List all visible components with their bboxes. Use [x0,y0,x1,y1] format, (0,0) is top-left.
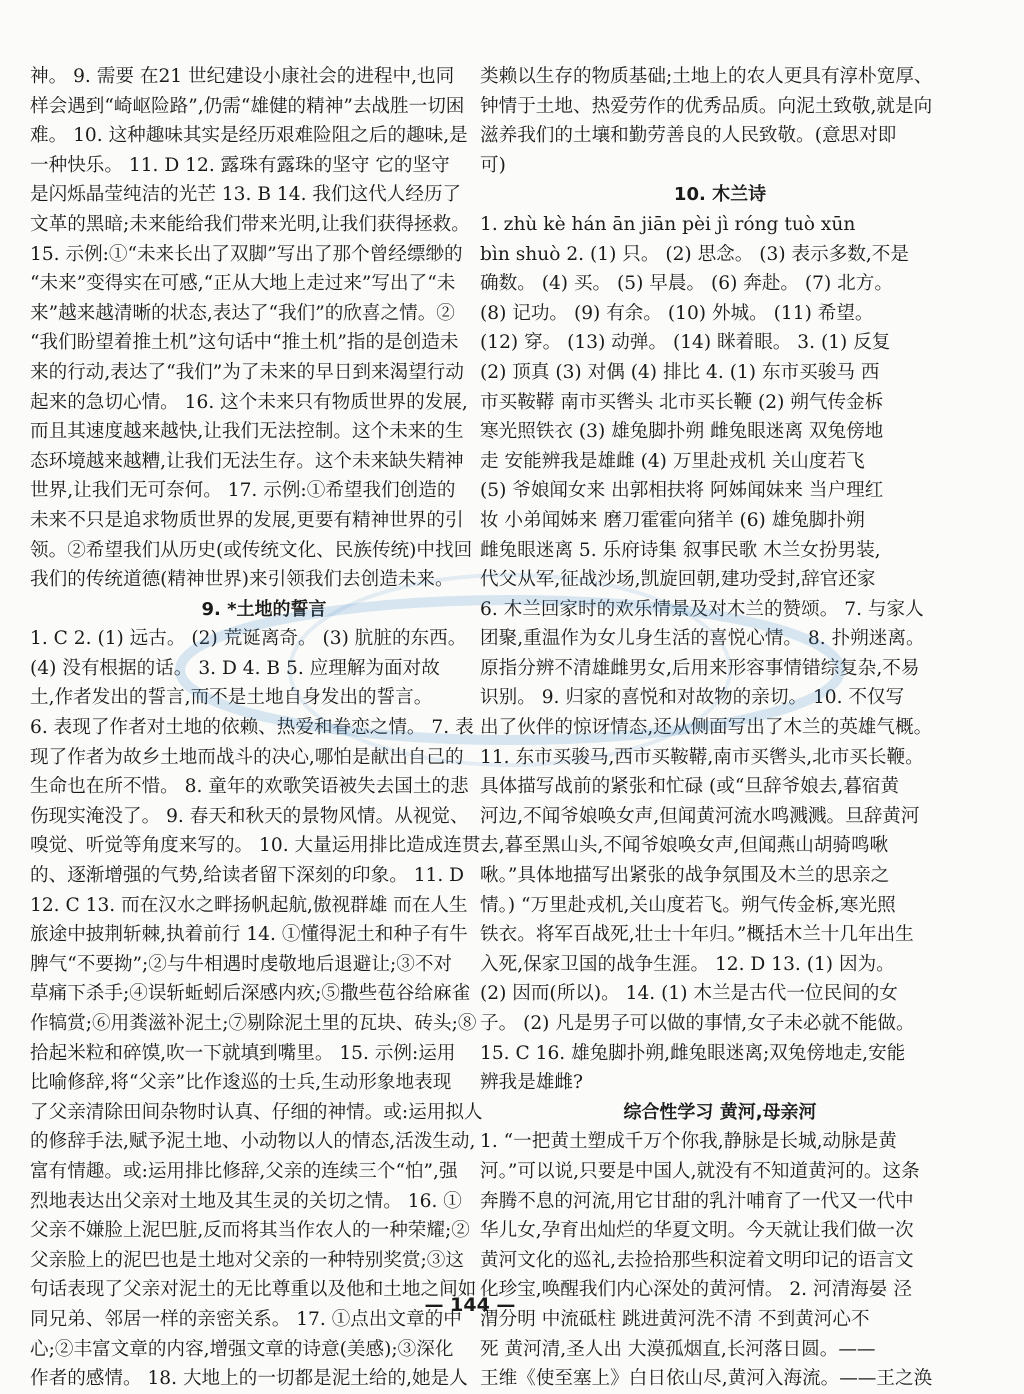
text-line: (5) 爷娘闻女来 出郭相扶将 阿姊闻妹来 当户理红 [480,480,884,502]
text-line: 化珍宝,唤醒我们内心深处的黄河情。 2. 河清海晏 泾 [480,1279,912,1301]
text-line: 渭分明 中流砥柱 跳进黄河洗不清 不到黄河心不 [480,1308,870,1330]
text-line: 我们的传统道德(精神世界)来引领我们去创造未来。 [30,569,454,591]
text-line: 现了作者为故乡土地而战斗的决心,哪怕是献出自己的 [30,746,464,768]
text-line: 出了伙伴的惊讶情态,还从侧面写出了木兰的英雄气概。 [480,717,933,739]
text-line: 一种快乐。 11. D 12. 露珠有露珠的坚守 它的坚守 [30,154,450,176]
text-line: 文革的黑暗;未来能给我们带来光明,让我们获得拯救。 [30,213,470,235]
text-line: 1. zhù kè hán ān jiān pèi jì róng tuò xūn [480,213,856,235]
text-line: (12) 穿。 (13) 动弹。 (14) 眯着眼。 3. (1) 反复 [480,332,891,354]
text-line: 具体描写战前的紧张和忙碌 (或“旦辞爷娘去,暮宿黄 [480,776,900,798]
text-line: 啾。”具体地描写出紧张的战争氛围及木兰的思亲之 [480,865,890,887]
left-column [30,62,498,1394]
text-line: 河边,不闻爷娘唤女声,但闻黄河流水鸣溅溅。旦辞黄河 [480,805,920,827]
text-line: 土,作者发出的誓言,而不是土地自身发出的誓言。 [30,687,433,709]
text-line: 入死,保家卫国的战争生涯。 12. D 13. (1) 因为。 [480,953,895,975]
text-line: 未来不只是追求物质世界的发展,更要有精神世界的引 [30,509,464,531]
text-line: 世界,让我们无可奈何。 17. 示例:①希望我们创造的 [30,480,456,502]
text-line: (2) 顶真 (3) 对偶 (4) 排比 4. (1) 东市买骏马 西 [480,361,880,383]
text-line: 华儿女,孕育出灿烂的华夏文明。今天就让我们做一次 [480,1220,914,1242]
text-line: 拾起米粒和碎馍,吹一下就填到嘴里。 15. 示例:运用 [30,1042,456,1064]
text-line: (4) 没有根据的话。 3. D 4. B 5. 应理解为面对故 [30,657,440,679]
text-line: 旅途中披荆斩棘,执着前行 14. ①懂得泥土和种子有牛 [30,924,468,946]
text-line: 1. C 2. (1) 远古。 (2) 荒诞离奇。 (3) 肮脏的东西。 [30,628,467,650]
text-line: 伤现实淹没了。 9. 春天和秋天的景物风情。从视觉、 [30,805,469,827]
text-line: 父亲不嫌脸上泥巴脏,反而将其当作农人的一种荣耀;② [30,1220,470,1242]
text-line: 来”越来越清晰的状态,表达了“我们”的欣喜之情。② [30,302,455,324]
text-line: 烈地表达出父亲对土地及其生灵的关切之情。 16. ① [30,1190,462,1212]
text-line: 走 安能辨我是雄雌 (4) 万里赴戎机 关山度若飞 [480,450,865,472]
text-line: 可) [480,154,506,176]
text-line: 6. 木兰回家时的欢乐情景及对木兰的赞颂。 7. 与家人 [480,598,924,620]
text-line: 作者的感情。 18. 大地上的一切都是泥土给的,她是人 [30,1368,468,1390]
text-line: 富有情趣。或:运用排比修辞,父亲的连续三个“怕”,强 [30,1160,458,1182]
text-line: 嗅觉、听觉等角度来写的。 10. 大量运用排比造成连贯 [30,835,481,857]
text-line: 了父亲清除田间杂物时认真、仔细的神情。或:运用拟人 [30,1101,483,1123]
text-line: 雌兔眼迷离 5. 乐府诗集 叙事民歌 木兰女扮男装, [480,539,881,561]
text-line: 辨我是雄雌? [480,1072,583,1094]
text-line: 确数。 (4) 买。 (5) 早晨。 (6) 奔赴。 (7) 北方。 [480,273,893,295]
section-heading-10: 10. 木兰诗 [673,184,767,206]
text-line: 原指分辨不清雄雌男女,后用来形容事情错综复杂,不易 [480,657,920,679]
text-line: 黄河文化的巡礼,去捡拾那些积淀着文明印记的语言文 [480,1249,914,1271]
text-line: 作犒赏;⑥用粪滋补泥土;⑦剔除泥土里的瓦块、砖头;⑧ [30,1013,477,1034]
text-line: 句话表现了父亲对泥土的无比尊重以及他和土地之间如 [30,1279,477,1301]
right-column [480,62,960,1394]
text-line: bìn shuò 2. (1) 只。 (2) 思念。 (3) 表示多数,不是 [480,243,909,265]
page-number: — 144 — [424,1294,516,1316]
text-line: 死 黄河清,圣人出 大漠孤烟直,长河落日圆。—— [480,1338,876,1360]
text-line: 滋养我们的土壤和勤劳善良的人民致敬。(意思对即 [480,125,897,147]
text-line: 神。 9. 需要 在21 世纪建设小康社会的进程中,也同 [30,66,455,87]
text-line: 父亲脸上的泥巴也是土地对父亲的一种特别奖赏;③这 [30,1249,464,1271]
text-line: 子。 (2) 凡是男子可以做的事情,女子未必就不能做。 [480,1013,915,1034]
text-line: 15. C 16. 雄兔脚扑朔,雌兔眼迷离;双兔傍地走,安能 [480,1042,906,1064]
text-line: 草痛下杀手;④误斩蚯蚓后深感内疚;⑤撒些苞谷给麻雀 [30,983,471,1005]
section-heading-huanghe: 综合性学习 黄河,母亲河 [623,1101,817,1123]
text-line: 代父从军,征战沙场,凯旋回朝,建功受封,辞官还家 [480,569,876,591]
text-line: 团聚,重温作为女儿身生活的喜悦心情。 8. 扑朔迷离。 [480,628,925,650]
text-line: 寒光照铁衣 (3) 雄兔脚扑朔 雌兔眼迷离 双兔傍地 [480,421,884,443]
text-line: 1. “一把黄土塑成千万个你我,静脉是长城,动脉是黄 [480,1131,897,1153]
text-line: 情。) “万里赴戎机,关山度若飞。朔气传金柝,寒光照 [480,894,896,916]
text-line: 铁衣。将军百战死,壮士十年归。”概括木兰十几年出生 [480,924,914,946]
text-line: 12. C 13. 而在汉水之畔扬帆起航,傲视群雄 而在人生 [30,894,468,916]
text-line: 比喻修辞,将“父亲”比作逡巡的士兵,生动形象地表现 [30,1072,452,1094]
text-line: 领。②希望我们从历史(或传统文化、民族传统)中找回 [30,539,473,561]
text-line: 15. 示例:①“未来长出了双脚”写出了那个曾经缥缈的 [30,243,463,265]
text-line: “未来”变得实在可感,“正从大地上走过来”写出了“未 [30,273,456,295]
section-heading-9: 9. *土地的誓言 [201,598,327,620]
text-line: 同兄弟、邻居一样的亲密关系。 17. ①点出文章的中 [30,1308,462,1330]
text-line: 来的行动,表达了“我们”为了未来的早日到来渴望行动 [30,361,464,383]
text-line: 而且其速度越来越快,让我们无法控制。这个未来的生 [30,421,464,443]
text-line: 去,暮至黑山头,不闻爷娘唤女声,但闻燕山胡骑鸣啾 [480,835,889,857]
text-line: 生命也在所不惜。 8. 童年的欢歌笑语被失去国土的悲 [30,776,469,798]
text-line: 识别。 9. 归家的喜悦和对故物的亲切。 10. 不仅写 [480,687,905,709]
text-line: 河。”可以说,只要是中国人,就没有不知道黄河的。这条 [480,1160,920,1182]
text-line: 11. 东市买骏马,西市买鞍鞯,南市买辔头,北市买长鞭。 [480,746,924,768]
text-line: 脾气“不要拗”;②与牛相遇时虔敬地后退避让;③不对 [30,953,453,975]
text-line: 6. 表现了作者对土地的依赖、热爱和眷恋之情。 7. 表 [30,717,474,739]
text-line: 起来的急切心情。 16. 这个未来只有物质世界的发展, [30,391,468,413]
text-line: 市买鞍鞯 南市买辔头 北市买长鞭 (2) 朔气传金柝 [480,391,884,413]
text-line: 妆 小弟闻姊来 磨刀霍霍向猪羊 (6) 雄兔脚扑朔 [480,509,865,531]
text-line: 的、逐渐增强的气势,给读者留下深刻的印象。 11. D [30,865,465,887]
text-line: 奔腾不息的河流,用它甘甜的乳汁哺育了一代又一代中 [480,1190,914,1212]
text-line: 钟情于土地、热爱劳作的优秀品质。向泥土致敬,就是向 [480,95,933,117]
text-line: 态环境越来越糟,让我们无法生存。这个未来缺失精神 [30,450,464,472]
text-line: 王维《使至塞上》白日依山尽,黄河入海流。——王之涣 [480,1368,933,1390]
text-line: 难。 10. 这种趣味其实是经历艰难险阻之后的趣味,是 [30,125,468,147]
text-line: “我们盼望着推土机”这句话中“推土机”指的是创造未 [30,332,459,354]
text-line: 是闪烁晶莹纯洁的光芒 13. B 14. 我们这代人经历了 [30,184,462,206]
text-line: 类赖以生存的物质基础;土地上的农人更具有淳朴宽厚、 [480,66,933,87]
text-line: 心;②丰富文章的内容,增强文章的诗意(美感);③深化 [30,1338,454,1360]
text-line: (2) 因而(所以)。 14. (1) 木兰是古代一位民间的女 [480,983,898,1005]
text-line: 的修辞手法,赋予泥土地、小动物以人的情态,活泼生动, [30,1131,476,1153]
text-line: (8) 记功。 (9) 有余。 (10) 外城。 (11) 希望。 [480,302,874,324]
text-line: 样会遇到“崎岖险路”,仍需“雄健的精神”去战胜一切困 [30,95,465,117]
